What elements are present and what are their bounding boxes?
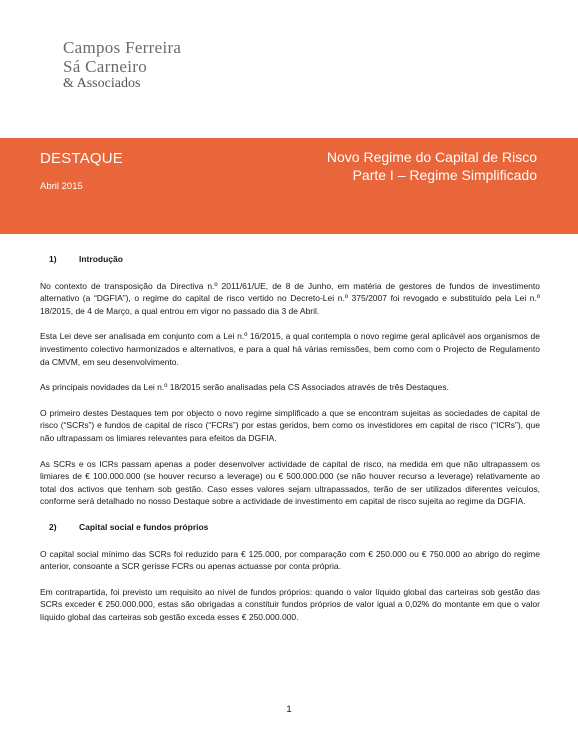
page-number: 1	[286, 704, 292, 715]
section-number: 1)	[49, 254, 57, 264]
paragraph: O capital social mínimo das SCRs foi reduzido para € 125.000, por comparação com € 250.000 ou € 750.000 ao abrigo do regime anterior, consoante a SCR gerisse FCRs ou apenas actuasse por conta própria.	[40, 548, 540, 572]
logo-line-1: Campos Ferreira	[63, 38, 182, 57]
logo-line-3: & Associados	[63, 76, 141, 91]
banner-title-line-2: Parte I – Regime Simplificado	[352, 167, 537, 183]
paragraph: Em contrapartida, foi previsto um requisito ao nível de fundos próprios: quando o valor líquido global das carteiras sob gestão das SCRs exceder € 250.000.000, estas são obrigadas a constituir fundos próprios de valor igual a 0,02% do montante em que o valor líquido global das carteiras sob gestão exceda esses € 250.000.000.	[40, 586, 540, 622]
banner-title-line-1: Novo Regime do Capital de Risco	[326, 149, 537, 165]
section-title: Introdução	[79, 254, 123, 264]
section-heading	[40, 521, 540, 534]
section-number: 2)	[49, 521, 57, 532]
paragraph: No contexto de transposição da Directiva n.º 2011/61/UE, de 8 de Junho, em matéria de gestores de fundos de investimento alternativo (a “DGFIA”), o regime do capital de risco vertido no Decreto-Lei n.º 375/2007 foi revogado e substituído pela Lei n.º 18/2015, de 4 de Março, a qual entrou em vigor no passado dia 3 de Abril.	[40, 280, 540, 316]
firm-logo	[63, 38, 181, 92]
document-body	[40, 253, 540, 636]
paragraph: O primeiro destes Destaques tem por objecto o novo regime simplificado a que se encontram sujeitas as sociedades de capital de risco (“SCRs”) e fundos de capital de risco (“FCRs”) por estas geridos, bem como os investidores em capital de risco (“ICRs”), que não ultrapassam os limiares relevantes para efeitos da DGFIA.	[40, 407, 540, 443]
section-heading	[40, 253, 540, 266]
header-banner	[0, 138, 578, 234]
section-title: Capital social e fundos próprios	[79, 521, 209, 532]
paragraph: Esta Lei deve ser analisada em conjunto com a Lei n.º 16/2015, a qual contempla o novo regime geral aplicável aos organismos de investimento colectivo harmonizados e alternativos, e para a qual há várias remissões, bem como com o Projecto de Regulamento da CMVM, em seu desenvolvimento.	[40, 331, 540, 367]
banner-date: Abril 2015	[40, 181, 83, 192]
paragraph: As principais novidades da Lei n.º 18/2015 serão analisadas pela CS Associados através de três Destaques.	[40, 382, 449, 393]
banner-label: DESTAQUE	[40, 150, 124, 167]
paragraph: As SCRs e os ICRs passam apenas a poder desenvolver actividade de capital de risco, na medida em que não ultrapassem os limiares de € 100.000.000 (se houver recurso a leverage) ou € 500.000.000 (se não houver recurso a leverage) relativamente ao total dos activos que tenham sob gestão. Caso esses valores sejam ultrapassados, terão de ser utilizados diferentes veículos, conforme será detalhado no nosso Destaque sobre a actividade de investimento em capital de risco sujeita ao regime da DGFIA.	[40, 458, 540, 507]
logo-line-2: Sá Carneiro	[63, 57, 148, 76]
